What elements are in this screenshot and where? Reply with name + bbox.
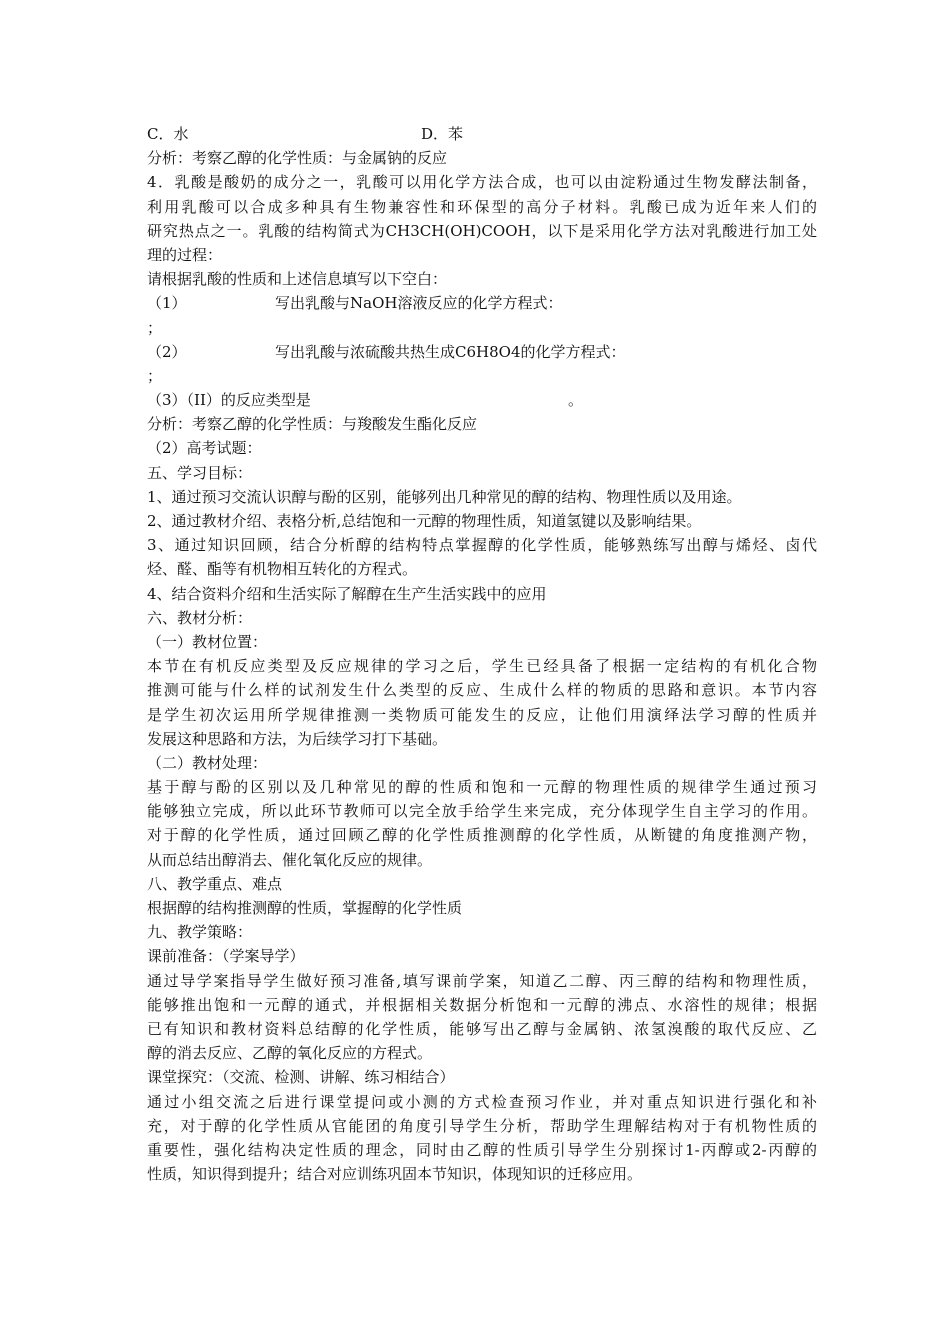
subsection-heading: 课堂探究：（交流、检测、讲解、练习相结合） [147,1068,455,1087]
section-5-heading: 五、学习目标： [147,463,253,482]
paragraph-line: 发展这种思路和方法，为后续学习打下基础。 [147,729,448,748]
paragraph-line: 已有知识和教材资料总结醇的化学性质，能够写出乙醇与金属钠、浓氢溴酸的取代反应、乙 [147,1019,817,1038]
sub-question-text: 写出乳酸与NaOH溶液反应的化学方程式： [275,294,563,313]
subsection-heading: （二）教材处理： [147,753,268,772]
section-6-heading: 六、教材分析： [147,608,253,627]
question-4-line: 利用乳酸可以合成多种具有生物兼容性和环保型的高分子材料。乳酸已成为近年来人们的 [147,197,817,216]
sub-question-text: （3）（II）的反应类型是 [147,391,311,410]
answer-blank-end: 。 [568,391,584,410]
document-body [147,122,817,1186]
paragraph-line: 是学生初次运用所学规律推测一类物质可能发生的反应，让他们用演绎法学习醇的性质并 [147,705,817,724]
objective-line: 4、结合资料介绍和生活实际了解醇在生产生活实践中的应用 [147,584,547,603]
sub-question-1 [147,291,817,315]
answer-blank-end: ； [147,366,163,385]
paragraph-line: 醇的消去反应、乙醇的氧化反应的方程式。 [147,1044,433,1063]
objective-line: 烃、醛、酯等有机物相互转化的方程式。 [147,560,418,579]
question-4-line: 4．乳酸是酸奶的成分之一，乳酸可以用化学方法合成，也可以由淀粉通过生物发酵法制备， [147,173,817,192]
paragraph-line: 根据醇的结构推测醇的性质，掌握醇的化学性质 [147,899,463,917]
paragraph-line: 通过小组交流之后进行课堂提问或小测的方式检查预习作业，并对重点知识进行强化和补 [147,1092,817,1111]
analysis-line: 分析：考察乙醇的化学性质：与金属钠的反应 [147,149,448,168]
sub-question-number: （1） [147,294,187,313]
subsection-heading: （一）教材位置： [147,632,268,651]
option-c: C．水 [147,125,189,143]
subsection-heading: 课前准备：（学案导学） [147,947,305,966]
paragraph-line: 能够独立完成，所以此环节教师可以完全放手给学生来完成，充分体现学生自主学习的作用。 [147,802,817,821]
sub-question-text: 写出乳酸与浓硫酸共热生成C6H8O4的化学方程式： [275,342,626,361]
sub-question-3 [147,388,817,412]
section-8-heading: 八、教学重点、难点 [147,874,283,893]
section-9-heading: 九、教学策略： [147,923,253,942]
sub-question-2 [147,340,817,364]
option-d: D．苯 [421,125,464,143]
sub-question-number: （2） [147,342,187,361]
question-4-line: 研究热点之一。乳酸的结构简式为CH3CH(OH)COOH，以下是采用化学方法对乳酸进行加工处 [147,221,817,240]
subheading-gaokao: （2）高考试题： [147,439,262,458]
question-4-line: 理的过程： [147,245,223,264]
answer-blank-end: ； [147,318,163,337]
paragraph-line: 推测可能与什么样的试剂发生什么类型的反应、生成什么样的物质的思路和意识。本节内容 [147,681,817,700]
paragraph-line: 充，对于醇的化学性质从官能团的角度引导学生分析，帮助学生理解结构对于有机物性质的 [147,1116,817,1135]
paragraph-line: 对于醇的化学性质，通过回顾乙醇的化学性质推测醇的化学性质，从断键的角度推测产物， [147,826,817,845]
paragraph-line: 通过导学案指导学生做好预习准备,填写课前学案，知道乙二醇、丙三醇的结构和物理性质， [147,971,817,990]
paragraph-line: 能够推出饱和一元醇的通式，并根据相关数据分析饱和一元醇的沸点、水溶性的规律；根据 [147,995,817,1014]
paragraph-line: 本节在有机反应类型及反应规律的学习之后，学生已经具备了根据一定结构的有机化合物 [147,657,817,676]
objective-line: 3、通过知识回顾，结合分析醇的结构特点掌握醇的化学性质，能够熟练写出醇与烯烃、卤代 [147,536,817,555]
paragraph-line: 基于醇与酚的区别以及几种常见的醇的性质和饱和一元醇的物理性质的规律学生通过预习 [147,778,817,797]
options-row [147,122,817,146]
paragraph-line: 性质，知识得到提升；结合对应训练巩固本节知识，体现知识的迁移应用。 [147,1165,643,1184]
paragraph-line: 从而总结出醇消去、催化氧化反应的规律。 [147,850,433,869]
analysis-line: 分析：考察乙醇的化学性质：与羧酸发生酯化反应 [147,415,478,434]
objective-line: 2、通过教材介绍、表格分析,总结饱和一元醇的物理性质，知道氢键以及影响结果。 [147,512,702,530]
objective-line: 1、通过预习交流认识醇与酚的区别，能够列出几种常见的醇的结构、物理性质以及用途。 [147,487,742,506]
question-4-instruction: 请根据乳酸的性质和上述信息填写以下空白： [147,270,448,289]
paragraph-line: 重要性，强化结构决定性质的理念，同时由乙醇的性质引导学生分别探讨1-丙醇或2-丙醇的 [147,1140,817,1159]
